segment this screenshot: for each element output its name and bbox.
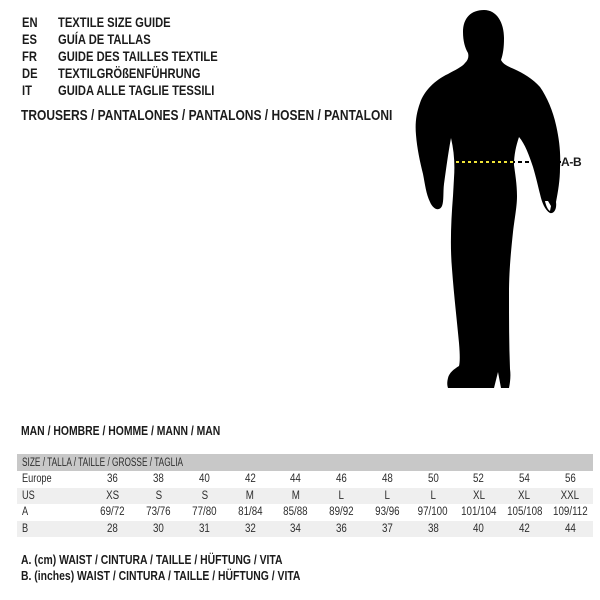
section-title-text: MAN / HOMBRE / HOMME / MANN / MAN: [21, 423, 221, 438]
size-cell: 73/76: [146, 506, 171, 519]
size-cell: 42: [519, 522, 530, 535]
size-cell: 85/88: [283, 506, 309, 519]
size-cell: 36: [107, 473, 119, 486]
size-cell: 93/96: [375, 506, 400, 519]
size-cell: 38: [153, 473, 165, 486]
size-cell: 40: [473, 522, 485, 535]
size-cell: 109/112: [552, 506, 588, 519]
size-cell: M: [291, 489, 300, 502]
footnote-b: B. (inches) WAIST / CINTURA / TAILLE / HÜFTUNG / VITA: [21, 567, 301, 583]
size-cell: L: [384, 489, 390, 502]
language-row-it: [22, 81, 258, 98]
size-cell: L: [430, 489, 436, 502]
size-cell: 69/72: [100, 506, 126, 519]
measure-label: A-B: [561, 155, 582, 169]
size-cell: L: [338, 489, 345, 502]
language-label: TEXTILGRÖßENFÜHRUNG: [58, 64, 201, 81]
table-row-b: [17, 521, 593, 538]
size-cell: 42: [244, 473, 256, 486]
size-cell: 97/100: [418, 506, 448, 519]
language-row-fr: [22, 47, 258, 64]
language-code: IT: [22, 81, 32, 98]
size-cell: XS: [106, 489, 120, 502]
size-cell: M: [245, 489, 255, 502]
size-cell: 38: [427, 522, 439, 535]
size-cell: 40: [198, 473, 210, 486]
language-row-de: [22, 64, 258, 81]
language-row-es: [22, 30, 258, 47]
language-label: TEXTILE SIZE GUIDE: [58, 13, 171, 30]
size-table-rows: [17, 471, 593, 537]
size-cell: S: [155, 489, 162, 502]
size-cell: 77/80: [192, 506, 217, 519]
size-cell: 36: [336, 522, 347, 535]
size-cell: 34: [290, 522, 302, 535]
language-guide: [22, 13, 258, 98]
language-label: GUIDE DES TAILLES TEXTILE: [58, 47, 218, 64]
size-cell: 32: [244, 522, 256, 535]
size-cell: 56: [564, 473, 576, 486]
size-cell: 48: [381, 473, 393, 486]
size-cell: 37: [381, 522, 393, 535]
size-cell: 30: [153, 522, 165, 535]
size-cell: XL: [518, 489, 531, 502]
row-label: Europe: [22, 473, 52, 486]
section-title: [21, 423, 270, 438]
size-cell: 101/104: [461, 506, 497, 519]
footnotes: [21, 552, 370, 583]
size-cell: 46: [336, 473, 347, 486]
language-label: GUIDA ALLE TAGLIE TESSILI: [58, 81, 215, 98]
language-label: GUÍA DE TALLAS: [58, 30, 151, 47]
size-cell: 89/92: [329, 506, 354, 519]
row-label: A: [22, 506, 29, 519]
language-code: EN: [22, 13, 38, 30]
row-label: US: [22, 489, 35, 502]
size-cell: 31: [198, 522, 210, 535]
language-row-en: [22, 13, 258, 30]
size-cell: 44: [564, 522, 576, 535]
language-code: ES: [22, 30, 37, 47]
size-cell: S: [201, 489, 208, 502]
size-table-header-text: SIZE / TALLA / TAILLE / GRÖSSE / TAGLIA: [22, 456, 184, 469]
size-cell: 105/108: [506, 506, 543, 519]
size-cell: 28: [107, 522, 119, 535]
language-code: FR: [22, 47, 37, 64]
language-code: DE: [22, 64, 38, 81]
table-row-europe: [17, 471, 593, 488]
size-cell: XXL: [560, 489, 580, 502]
size-cell: 54: [519, 473, 530, 486]
size-cell: 52: [473, 473, 485, 486]
table-row-us: [17, 488, 593, 505]
footnote-a: A. (cm) WAIST / CINTURA / TAILLE / HÜFTUNG / VITA: [21, 552, 283, 567]
man-silhouette: [405, 5, 570, 400]
size-cell: 44: [290, 473, 302, 486]
man-silhouette-path: [416, 10, 561, 388]
size-table: [17, 454, 593, 537]
size-table-header: [17, 454, 593, 471]
garment-title-text: TROUSERS / PANTALONES / PANTALONS / HOSEN / PANTALONI: [21, 107, 393, 124]
size-cell: 50: [427, 473, 439, 486]
waist-measure-line-highlight: [456, 161, 514, 163]
table-row-a: [17, 504, 593, 521]
size-cell: XL: [472, 489, 485, 502]
size-cell: 81/84: [237, 506, 263, 519]
row-label: B: [22, 522, 29, 535]
